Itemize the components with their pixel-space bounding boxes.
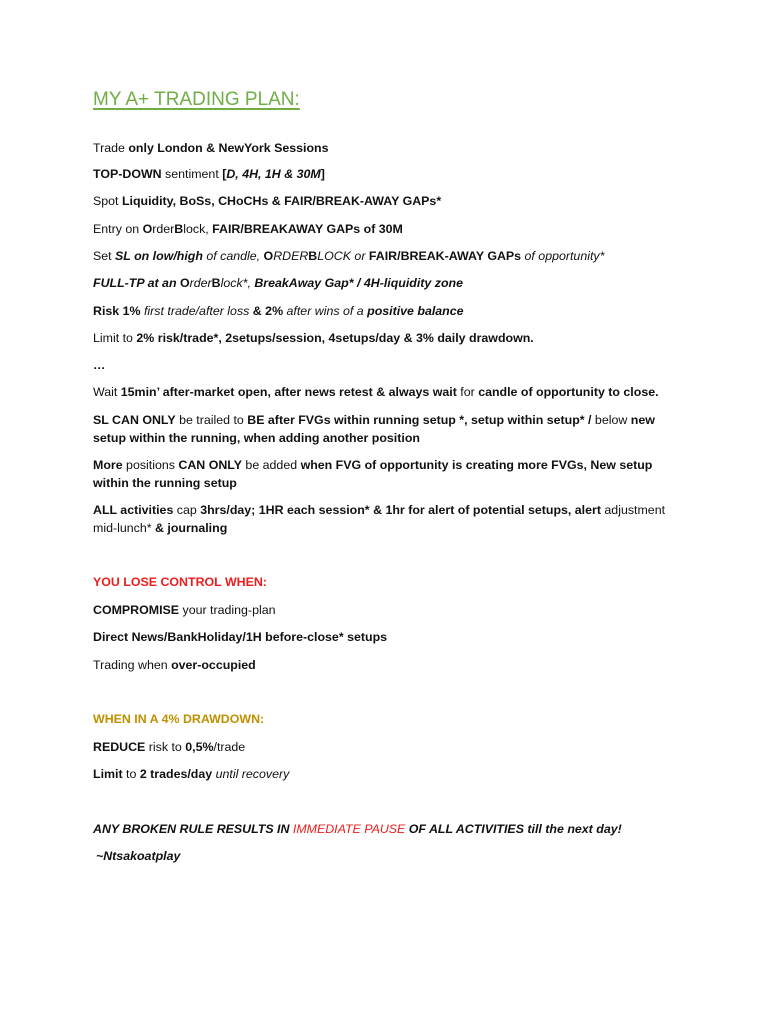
broken-rule-warning: ANY BROKEN RULE RESULTS IN IMMEDIATE PAUSE OF ALL ACTIVITIES till the next day! <box>93 822 622 836</box>
rule-take-profit: FULL-TP at an OrderBlock*, BreakAway Gap* / 4H-liquidity zone <box>93 276 463 290</box>
rule-more-positions: More positions CAN ONLY be added when FVG of opportunity is creating more FVGs, New setup within the running setup <box>93 458 653 490</box>
rule-risk: Risk 1% first trade/after loss & 2% after wins of a positive balance <box>93 304 464 318</box>
drawdown-heading: WHEN IN A 4% DRAWDOWN: <box>93 712 265 726</box>
rule-wait: Wait 15min’ after-market open, after news retest & always wait for candle of opportunity to close. <box>93 385 659 399</box>
rule-sessions: Trade only London & NewYork Sessions <box>93 141 329 155</box>
rule-stop-loss: Set SL on low/high of candle, ORDERBLOCK or FAIR/BREAK-AWAY GAPs of opportunity* <box>93 249 605 263</box>
rule-limit: Limit to 2% risk/trade*, 2setups/session, 4setups/day & 3% daily drawdown. <box>93 331 534 345</box>
drawdown-reduce: REDUCE risk to 0,5%/trade <box>93 740 246 754</box>
rule-trailing: SL CAN ONLY be trailed to BE after FVGs within running setup *, setup within setup* / below new setup within the running, when adding another position <box>93 413 655 445</box>
drawdown-limit: Limit to 2 trades/day until recovery <box>93 767 290 781</box>
page-title: MY A+ TRADING PLAN: <box>93 89 300 110</box>
rule-activities: ALL activities cap 3hrs/day; 1HR each session* & 1hr for alert of potential setups, alert adjustment mid-lunch* & journaling <box>93 503 666 535</box>
lose-news: Direct News/BankHoliday/1H before-close* setups <box>93 630 388 644</box>
rule-entry: Entry on OrderBlock, FAIR/BREAKAWAY GAPs of 30M <box>93 222 403 236</box>
signature: ~Ntsakoatplay <box>96 849 181 863</box>
lose-compromise: COMPROMISE your trading-plan <box>93 603 276 617</box>
lose-occupied: Trading when over-occupied <box>93 658 256 672</box>
lose-control-heading: YOU LOSE CONTROL WHEN: <box>93 575 267 589</box>
rule-spot: Spot Liquidity, BoSs, CHoCHs & FAIR/BREAK-AWAY GAPs* <box>93 194 442 208</box>
rule-sentiment: TOP-DOWN sentiment [D, 4H, 1H & 30M] <box>93 167 325 181</box>
ellipsis: … <box>93 358 106 372</box>
